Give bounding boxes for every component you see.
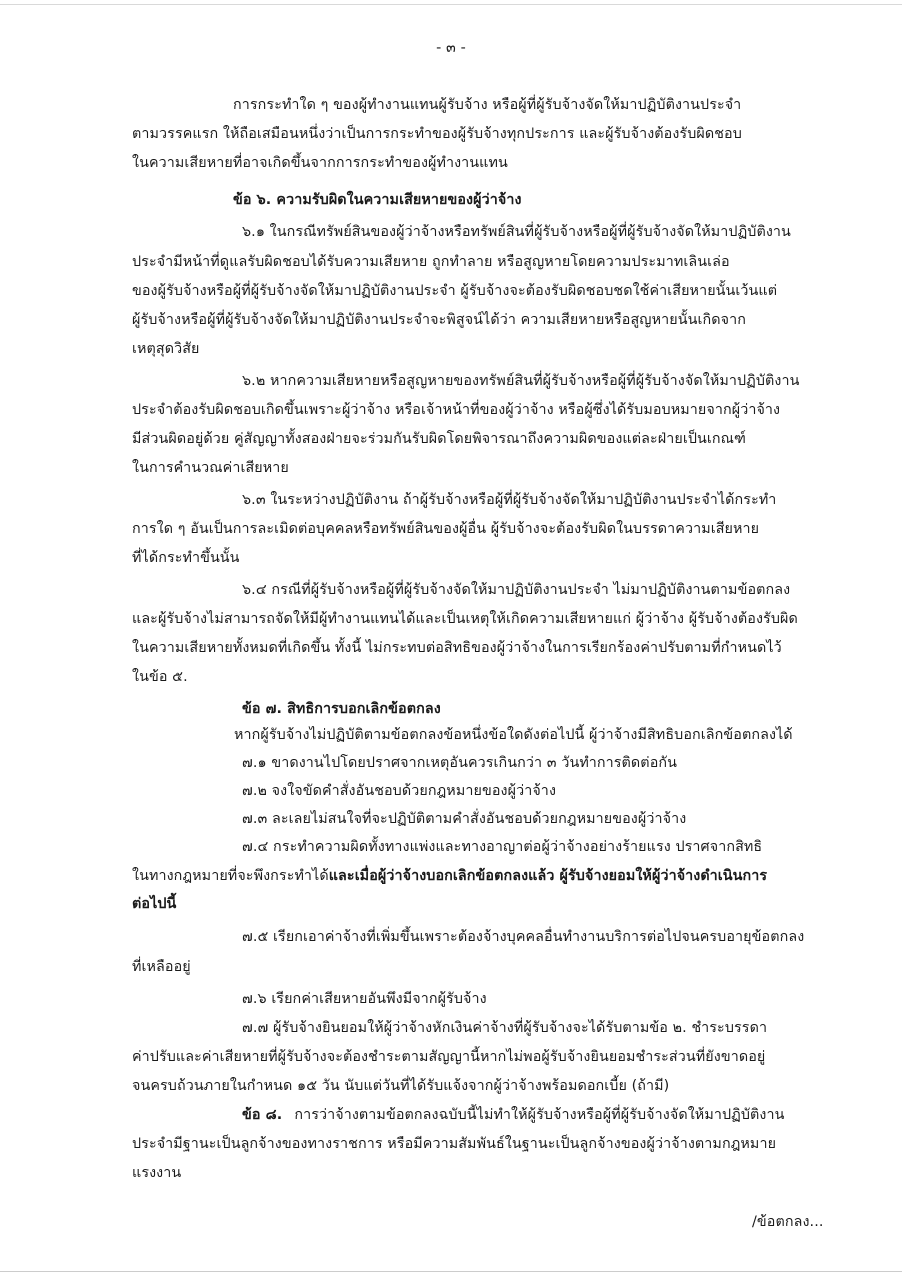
paragraph-line <box>132 866 767 886</box>
paragraph-line: ๖.๑ ในกรณีทรัพย์สินของผู้ว่าจ้างหรือทรัพย์สินที่ผู้รับจ้างหรือผู้ที่ผู้รับจ้างจัดให้มาปฏิบัติงาน <box>242 224 791 240</box>
page-number: - ๓ - <box>436 40 466 56</box>
paragraph-line: ของผู้รับจ้างหรือผู้ที่ผู้รับจ้างจัดให้มาปฏิบัติงานประจำ ผู้รับจ้างจะต้องรับผิดชอบชดใช้ค่าเสียหายนั้นเว้นแต่ <box>132 283 778 299</box>
paragraph-line: ต่อไปนี้ <box>132 896 177 912</box>
paragraph-line: ประจำมีฐานะเป็นลูกจ้างของทางราชการ หรือมีความสัมพันธ์ในฐานะเป็นลูกจ้างของผู้ว่าจ้างตามกฎหมาย <box>132 1136 777 1152</box>
paragraph-line <box>242 1105 785 1125</box>
continuation-marker: /ข้อตกลง... <box>752 1214 824 1230</box>
section-label: ข้อ ๘. <box>242 1107 283 1123</box>
paragraph-line: การกระทำใด ๆ ของผู้ทำงานแทนผู้รับจ้าง หรือผู้ที่ผู้รับจ้างจัดให้มาปฏิบัติงานประจำ <box>233 97 742 113</box>
paragraph-line: ประจำมีหน้าที่ดูแลรับผิดชอบได้รับความเสียหาย ถูกทำลาย หรือสูญหายโดยความประมาทเลินเล่อ <box>132 254 730 270</box>
paragraph-line: ที่ได้กระทำขึ้นนั้น <box>132 550 240 566</box>
paragraph-line: ที่เหลืออยู่ <box>132 959 191 975</box>
list-item: ๗.๗ ผู้รับจ้างยินยอมให้ผู้ว่าจ้างหักเงินค่าจ้างที่ผู้รับจ้างจะได้รับตามข้อ ๒. ชำระบรรดา <box>242 1020 768 1036</box>
text-run: ในทางกฎหมายที่จะพึงกระทำได้ <box>132 868 329 884</box>
paragraph-line: ตามวรรคแรก ให้ถือเสมือนหนึ่งว่าเป็นการกระทำของผู้รับจ้างทุกประการ และผู้รับจ้างต้องรับผิดชอบ <box>132 126 742 142</box>
paragraph-line: ในข้อ ๕. <box>132 669 188 685</box>
list-item: ๗.๒ จงใจขัดคำสั่งอันชอบด้วยกฎหมายของผู้ว่าจ้าง <box>242 783 557 799</box>
paragraph-line: ค่าปรับและค่าเสียหายที่ผู้รับจ้างจะต้องชำระตามสัญญานี้หากไม่พอผู้รับจ้างยินยอมชำระส่วนที่ยังขาดอยู่ <box>132 1049 766 1065</box>
list-item: ๗.๕ เรียกเอาค่าจ้างที่เพิ่มขึ้นเพราะต้องจ้างบุคคลอื่นทำงานบริการต่อไปจนครบอายุข้อตกลง <box>242 929 805 945</box>
paragraph-line: ในความเสียหายทั้งหมดที่เกิดขึ้น ทั้งนี้ ไม่กระทบต่อสิทธิของผู้ว่าจ้างในการเรียกร้องค่าปรับตามที่กำหนดไว้ <box>132 640 782 656</box>
paragraph-line: ๖.๔ กรณีที่ผู้รับจ้างหรือผู้ที่ผู้รับจ้างจัดให้มาปฏิบัติงานประจำ ไม่มาปฏิบัติงานตามข้อตกลง <box>242 582 791 598</box>
paragraph-line: แรงงาน <box>132 1165 182 1181</box>
paragraph-line: การใด ๆ อันเป็นการละเมิดต่อบุคคลหรือทรัพย์สินของผู้อื่น ผู้รับจ้างจะต้องรับผิดในบรรดาความเสียหาย <box>132 521 760 537</box>
paragraph-line: จนครบถ้วนภายในกำหนด ๑๕ วัน นับแต่วันที่ได้รับแจ้งจากผู้ว่าจ้างพร้อมดอกเบี้ย (ถ้ามี) <box>132 1078 670 1094</box>
list-item: ๗.๓ ละเลยไม่สนใจที่จะปฏิบัติตามคำสั่งอันชอบด้วยกฎหมายของผู้ว่าจ้าง <box>242 811 687 827</box>
scan-edge-top <box>0 4 902 5</box>
text-run: การว่าจ้างตามข้อตกลงฉบับนี้ไม่ทำให้ผู้รับจ้างหรือผู้ที่ผู้รับจ้างจัดให้มาปฏิบัติงาน <box>294 1107 785 1123</box>
paragraph-line: หากผู้รับจ้างไม่ปฏิบัติตามข้อตกลงข้อหนึ่งข้อใดดังต่อไปนี้ ผู้ว่าจ้างมีสิทธิบอกเลิกข้อตกลงได้ <box>234 727 793 743</box>
list-item: ๗.๖ เรียกค่าเสียหายอันพึงมีจากผู้รับจ้าง <box>242 991 487 1007</box>
list-item: ๗.๑ ขาดงานไปโดยปราศจากเหตุอันควรเกินกว่า ๓ วันทำการติดต่อกัน <box>242 755 678 771</box>
paragraph-line: และผู้รับจ้างไม่สามารถจัดให้มีผู้ทำงานแทนได้และเป็นเหตุให้เกิดความเสียหายแก่ ผู้ว่าจ้าง ผู้รับจ้างต้องรับผิด <box>132 611 798 627</box>
paragraph-line: เหตุสุดวิสัย <box>132 341 200 357</box>
section-heading: ข้อ ๗. สิทธิการบอกเลิกข้อตกลง <box>242 701 441 717</box>
paragraph-line: ในความเสียหายที่อาจเกิดขึ้นจากการกระทำของผู้ทำงานแทน <box>132 155 508 171</box>
paragraph-line: ในการคำนวณค่าเสียหาย <box>132 460 289 476</box>
paragraph-line: ประจำต้องรับผิดชอบเกิดขึ้นเพราะผู้ว่าจ้าง หรือเจ้าหน้าที่ของผู้ว่าจ้าง หรือผู้ซึ่งได้รับมอบหมายจากผู้ว่าจ้าง <box>132 402 781 418</box>
scan-edge-bottom <box>0 1271 902 1272</box>
list-item: ๗.๔ กระทำความผิดทั้งทางแพ่งและทางอาญาต่อผู้ว่าจ้างอย่างร้ายแรง ปราศจากสิทธิ <box>242 839 763 855</box>
section-heading: ข้อ ๖. ความรับผิดในความเสียหายของผู้ว่าจ้าง <box>233 192 522 208</box>
paragraph-line: ๖.๓ ในระหว่างปฏิบัติงาน ถ้าผู้รับจ้างหรือผู้ที่ผู้รับจ้างจัดให้มาปฏิบัติงานประจำได้กระทำ <box>242 492 777 508</box>
text-run-bold: และเมื่อผู้ว่าจ้างบอกเลิกข้อตกลงแล้ว ผู้รับจ้างยอมให้ผู้ว่าจ้างดำเนินการ <box>328 868 768 884</box>
paragraph-line: ผู้รับจ้างหรือผู้ที่ผู้รับจ้างจัดให้มาปฏิบัติงานประจำจะพิสูจน์ได้ว่า ความเสียหายหรือสูญหายนั้นเกิดจาก <box>132 312 746 328</box>
paragraph-line: ๖.๒ หากความเสียหายหรือสูญหายของทรัพย์สินที่ผู้รับจ้างหรือผู้ที่ผู้รับจ้างจัดให้มาปฏิบัติงาน <box>242 373 800 389</box>
paragraph-line: มีส่วนผิดอยู่ด้วย คู่สัญญาทั้งสองฝ่ายจะร่วมกันรับผิดโดยพิจารณาถึงความผิดของแต่ละฝ่ายเป็นเกณฑ์ <box>132 431 746 447</box>
